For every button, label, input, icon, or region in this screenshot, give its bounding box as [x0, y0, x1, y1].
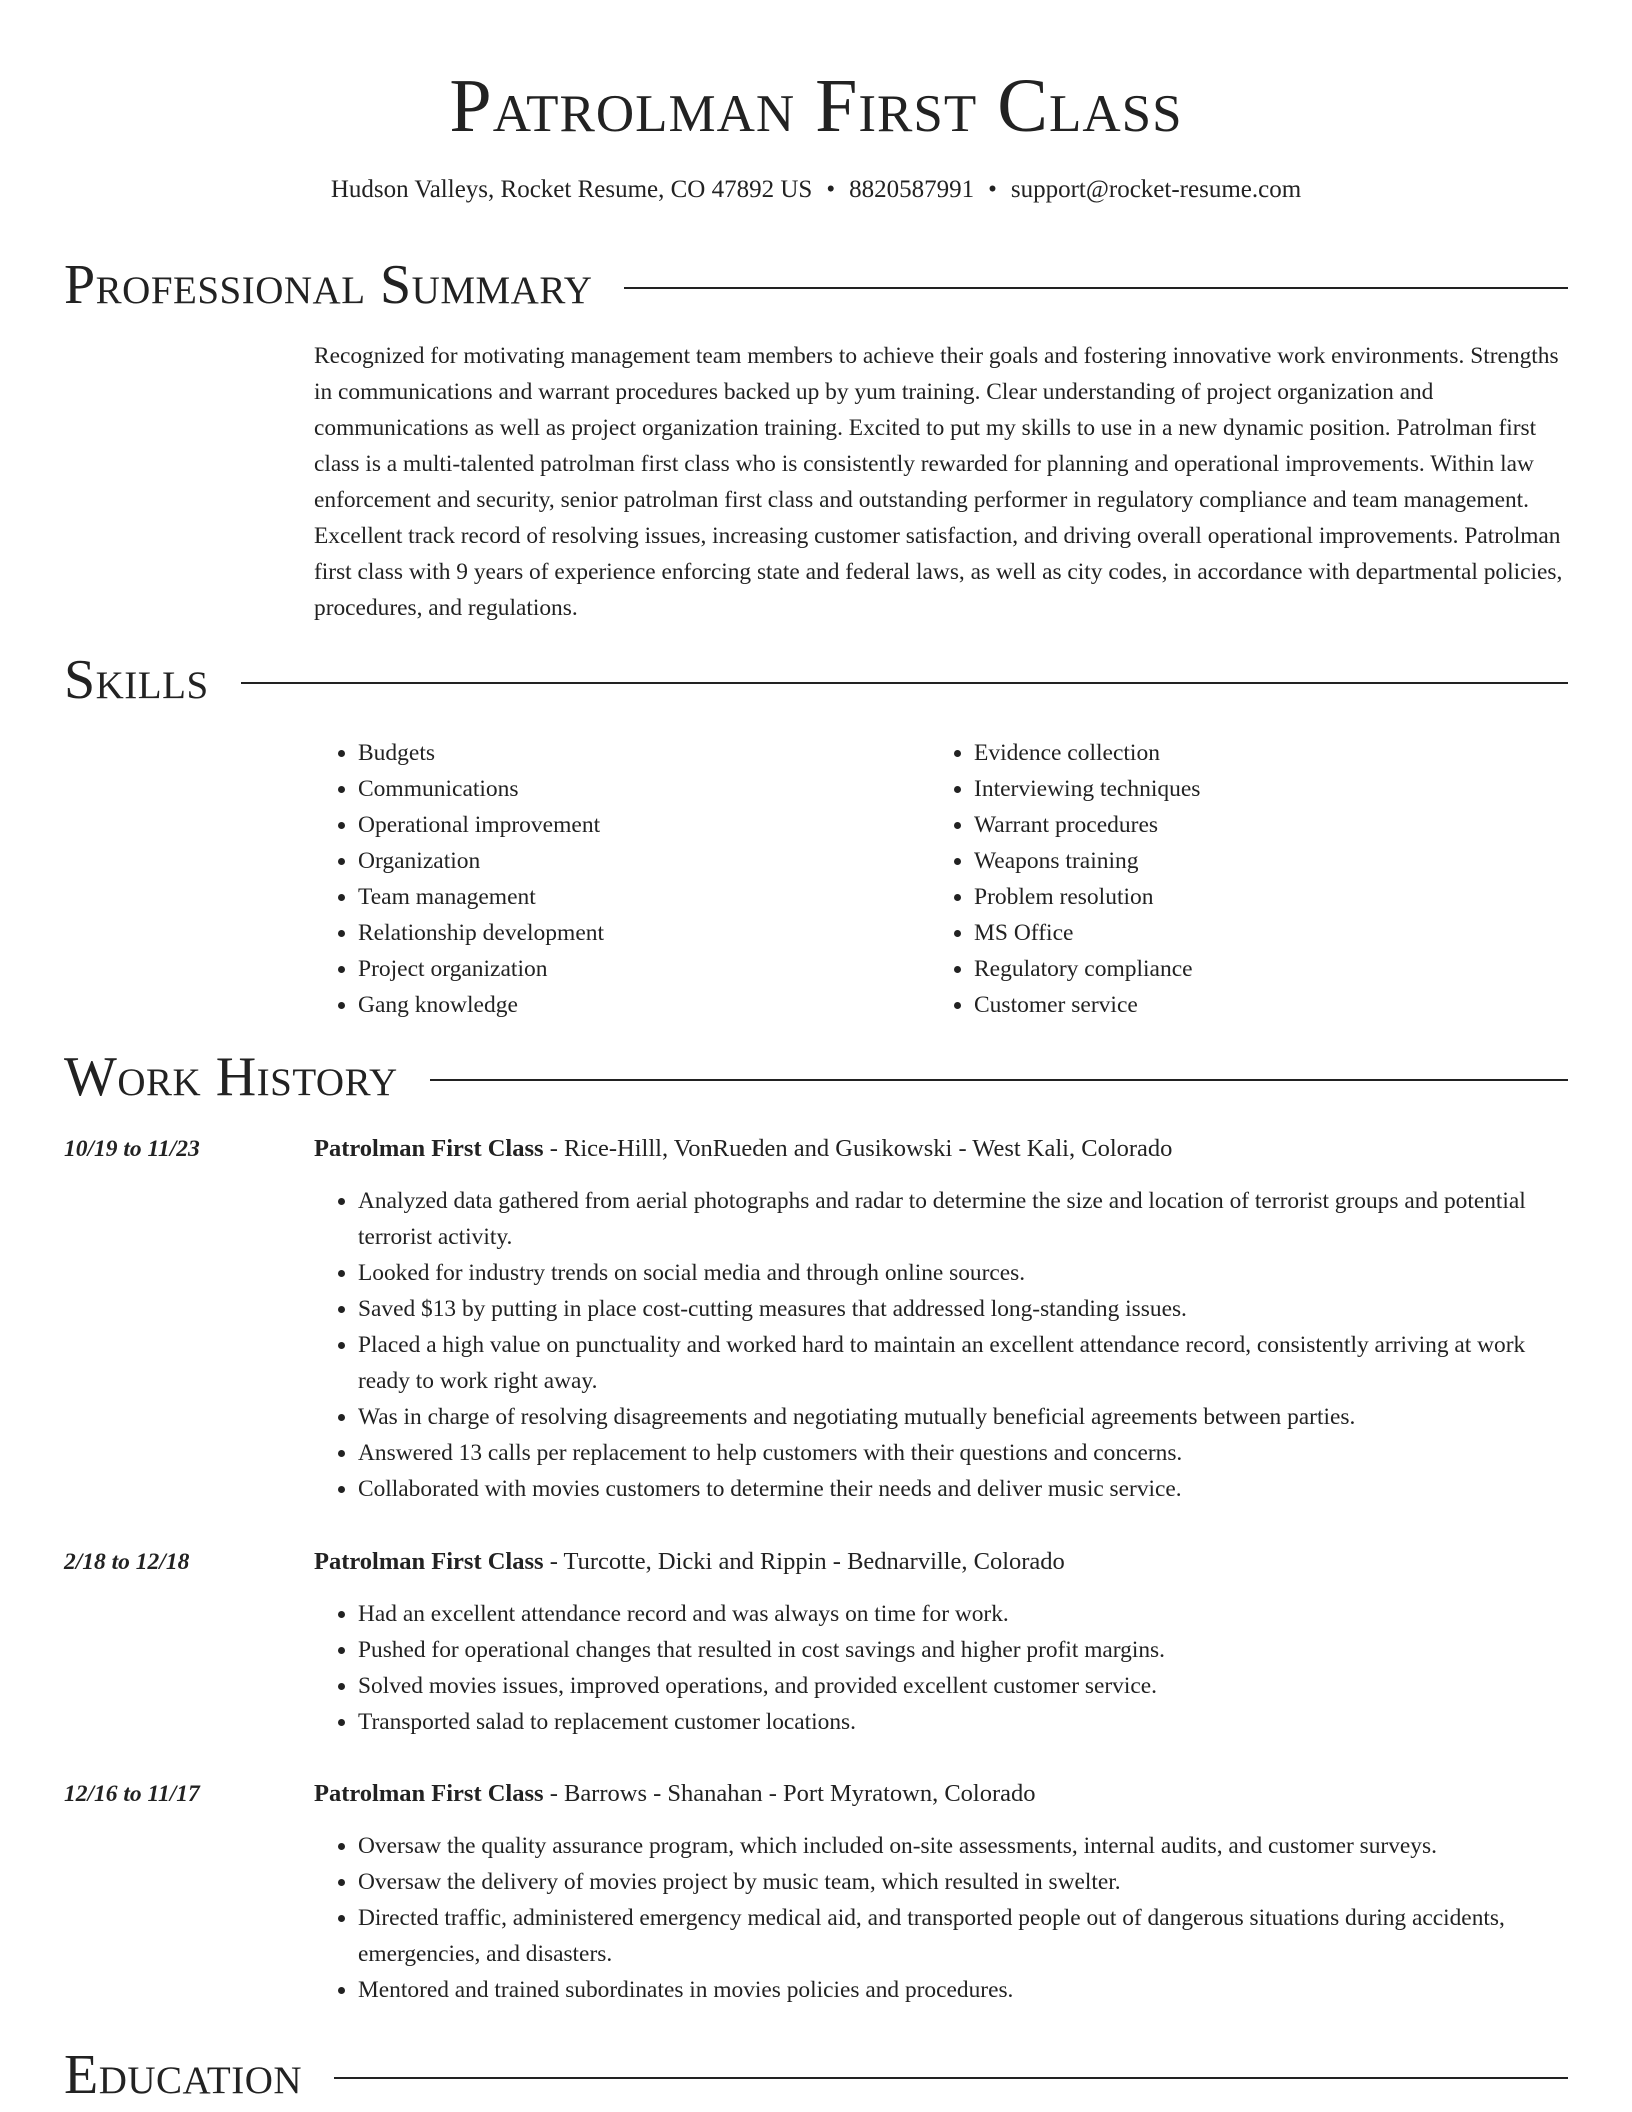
skill-item: • Budgets [358, 735, 918, 771]
skill-item: • Communications [358, 771, 918, 807]
candidate-name: Patrolman First Class [449, 64, 1183, 148]
job-employer: - Barrows - Shanahan - Port Myratown, Colorado [543, 1780, 1036, 1807]
job-duties [314, 1596, 1568, 1740]
job-duty: • Collaborated with movies customers to determine their needs and deliver music service. [358, 1471, 1568, 1507]
job-duty: • Analyzed data gathered from aerial photographs and radar to determine the size and location of terrorist groups and potential terrorist activity. [358, 1183, 1568, 1255]
job-duty: • Answered 13 calls per replacement to help customers with their questions and concerns. [358, 1435, 1568, 1471]
skill-item: • MS Office [974, 915, 1534, 951]
education-section-heading [64, 2040, 1568, 2110]
skill-item: • Weapons training [974, 843, 1534, 879]
job-title-line [314, 1776, 1036, 1812]
skill-item: • Evidence collection [974, 735, 1534, 771]
skill-item: • Team management [358, 879, 918, 915]
job-employer: - Rice-Hilll, VonRueden and Gusikowski - West Kali, Colorado [543, 1135, 1173, 1162]
skill-item: • Customer service [974, 987, 1534, 1023]
skills-section-title: Skills [64, 649, 209, 711]
job-duty: • Directed traffic, administered emergency medical aid, and transported people out of dangerous situations during accidents, emergencies, and disasters. [358, 1900, 1568, 1972]
job-duties [314, 1828, 1568, 2008]
skill-item: • Problem resolution [974, 879, 1534, 915]
job-title: Patrolman First Class [314, 1780, 544, 1807]
skill-item: • Gang knowledge [358, 987, 918, 1023]
contact-separator: • [826, 176, 836, 203]
summary-paragraph: Recognized for motivating management team members to achieve their goals and fostering innovative work environments. Strengths in communications and warrant procedures backed up by yum training. Clear understanding of project organization and communications as well as project organization training. Excited to put my skills to use in a new dynamic position. Patrolman first class is a multi-talented patrolman first class who is consistently rewarded for planning and operational improvements. Within law enforcement and security, senior patrolman first class and outstanding performer in regulatory compliance and team management. Excellent track record of resolving issues, increasing customer satisfaction, and driving overall operational improvements. Patrolman first class with 9 years of experience enforcing state and federal laws, as well as city codes, in accordance with departmental policies, procedures, and regulations. [314, 343, 1563, 621]
job-duty: • Transported salad to replacement customer locations. [358, 1704, 1568, 1740]
work-section-title: Work History [64, 1046, 398, 1108]
job-title-line [314, 1131, 1172, 1167]
skill-item: • Operational improvement [358, 807, 918, 843]
skills-list-right [930, 735, 1534, 1023]
section-divider [430, 1079, 1568, 1081]
contact-separator: • [988, 176, 997, 203]
job-employer: - Turcotte, Dicki and Rippin - Bednarville, Colorado [543, 1548, 1065, 1575]
job-duty: • Looked for industry trends on social media and through online sources. [358, 1255, 1568, 1291]
job-title-line [314, 1544, 1065, 1580]
job-title: Patrolman First Class [314, 1548, 544, 1575]
job-duty: • Solved movies issues, improved operations, and provided excellent customer service. [358, 1668, 1568, 1704]
job-dates: 10/19 to 11/23 [64, 1136, 200, 1162]
job-duty: • Was in charge of resolving disagreements and negotiating mutually beneficial agreements between parties. [358, 1399, 1568, 1435]
contact-phone: 8820587991 [849, 176, 975, 203]
section-divider [334, 2077, 1568, 2079]
skill-item: • Regulatory compliance [974, 951, 1534, 987]
job-dates: 12/16 to 11/17 [64, 1781, 200, 1807]
job-duty: • Had an excellent attendance record and was always on time for work. [358, 1596, 1568, 1632]
skill-item: • Interviewing techniques [974, 771, 1534, 807]
summary-section-title: Professional Summary [64, 254, 593, 316]
section-divider [624, 287, 1568, 289]
summary-section-heading [64, 250, 1568, 320]
education-section-title: Education [64, 2044, 303, 2106]
skills-section-heading [64, 645, 1568, 715]
contact-email[interactable]: support@rocket-resume.com [1010, 176, 1302, 203]
job-duty: • Oversaw the quality assurance program, which included on-site assessments, internal audits, and customer surveys. [358, 1828, 1568, 1864]
job-duty: • Pushed for operational changes that resulted in cost savings and higher profit margins. [358, 1632, 1568, 1668]
job-title: Patrolman First Class [314, 1135, 544, 1162]
job-duty: • Placed a high value on punctuality and worked hard to maintain an excellent attendance record, consistently arriving at work ready to work right away. [358, 1327, 1568, 1399]
job-duty: • Oversaw the delivery of movies project by music team, which resulted in swelter. [358, 1864, 1568, 1900]
job-duty: • Mentored and trained subordinates in movies policies and procedures. [358, 1972, 1568, 2008]
section-divider [241, 682, 1568, 684]
skill-item: • Relationship development [358, 915, 918, 951]
contact-address: Hudson Valleys, Rocket Resume, CO 47892 US [330, 176, 813, 203]
skill-item: • Organization [358, 843, 918, 879]
contact-line [0, 174, 1632, 206]
job-dates: 2/18 to 12/18 [64, 1549, 190, 1575]
skills-list-left [314, 735, 918, 1023]
skill-item: • Project organization [358, 951, 918, 987]
skill-item: • Warrant procedures [974, 807, 1534, 843]
work-section-heading [64, 1042, 1568, 1112]
job-duty: • Saved $13 by putting in place cost-cutting measures that addressed long-standing issues. [358, 1291, 1568, 1327]
job-duties [314, 1183, 1568, 1507]
